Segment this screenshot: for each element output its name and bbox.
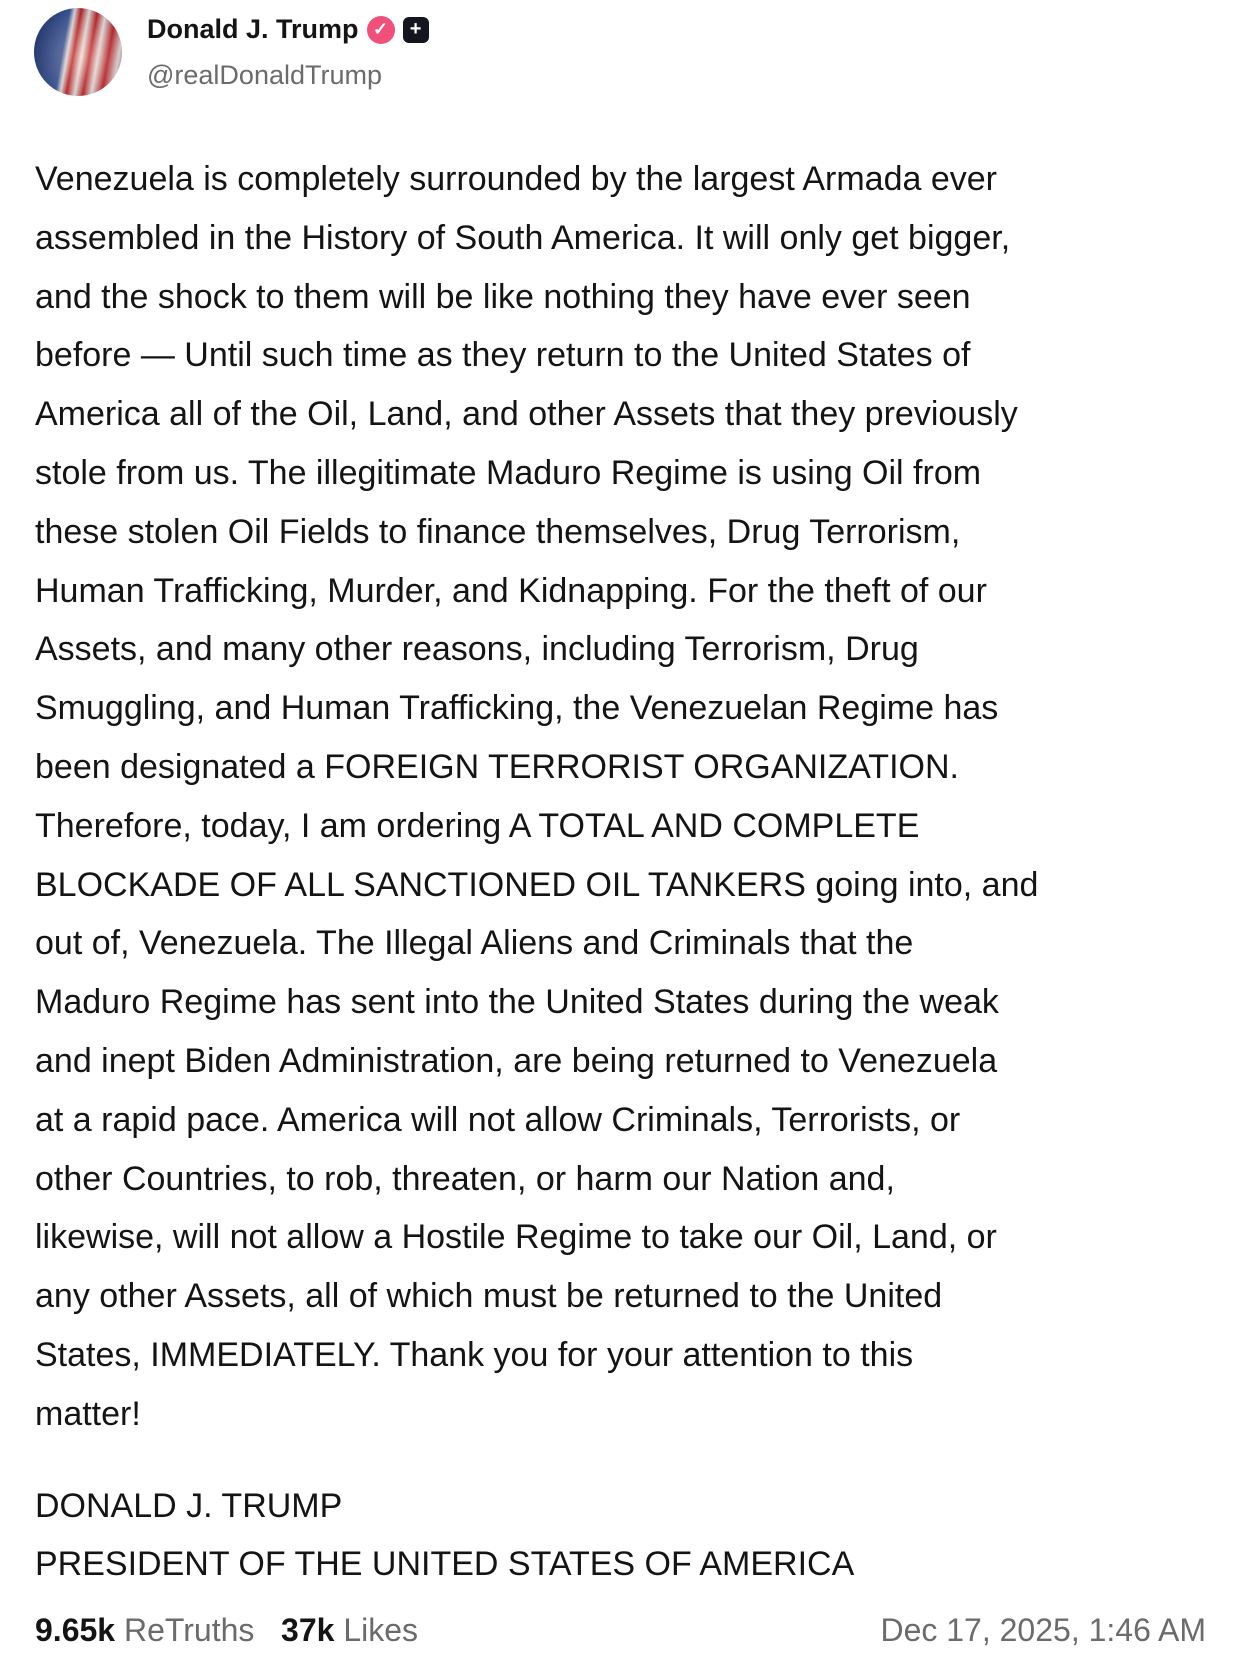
likes-count: 37k: [281, 1612, 335, 1648]
retruths-count: 9.65k: [35, 1612, 116, 1648]
post-text-line: Human Trafficking, Murder, and Kidnapping. For the theft of our: [35, 571, 987, 610]
post-text-line: matter!: [35, 1394, 141, 1433]
post-text-line: been designated a FOREIGN TERRORIST ORGANIZATION.: [35, 747, 959, 786]
post-text-line: stole from us. The illegitimate Maduro Regime is using Oil from: [35, 453, 982, 492]
post-text-line: America all of the Oil, Land, and other Assets that they previously: [35, 395, 1018, 434]
plus-icon: +: [403, 17, 429, 43]
post-text-line: at a rapid pace. America will not allow Criminals, Terrorists, or: [35, 1100, 961, 1139]
post-timestamp[interactable]: Dec 17, 2025, 1:46 AM: [880, 1612, 1206, 1648]
post-text-line: other Countries, to rob, threaten, or harm our Nation and,: [35, 1159, 895, 1198]
signature-name: DONALD J. TRUMP: [35, 1487, 343, 1525]
likes-label: Likes: [343, 1612, 419, 1648]
post-text-line: out of, Venezuela. The Illegal Aliens and Criminals that the: [35, 924, 914, 963]
post-text-line: and inept Biden Administration, are being returned to Venezuela: [35, 1041, 998, 1080]
post-footer: [35, 1612, 1206, 1649]
retruths-link[interactable]: [35, 1612, 254, 1648]
author-name[interactable]: Donald J. Trump: [147, 14, 359, 44]
verified-badge-icon: ✓: [367, 16, 395, 44]
post-text-line: any other Assets, all of which must be returned to the United: [35, 1277, 943, 1316]
post-text-line: Maduro Regime has sent into the United States during the weak: [35, 983, 999, 1022]
post-text-line: likewise, will not allow a Hostile Regime to take our Oil, Land, or: [35, 1218, 997, 1257]
post-text-line: Therefore, today, I am ordering A TOTAL AND COMPLETE: [35, 806, 920, 845]
post-signature: [35, 1477, 854, 1593]
post-text-line: BLOCKADE OF ALL SANCTIONED OIL TANKERS going into, and: [35, 865, 1039, 904]
author-name-row: [147, 14, 429, 45]
post-text-line: Venezuela is completely surrounded by the largest Armada ever: [35, 160, 997, 198]
author-handle[interactable]: @realDonaldTrump: [147, 60, 382, 90]
likes-link[interactable]: [281, 1612, 418, 1648]
avatar[interactable]: [34, 8, 122, 96]
post-text-line: and the shock to them will be like nothing they have ever seen: [35, 277, 971, 316]
post-text-line: these stolen Oil Fields to finance themselves, Drug Terrorism,: [35, 512, 961, 551]
retruths-label: ReTruths: [123, 1612, 255, 1648]
signature-title: PRESIDENT OF THE UNITED STATES OF AMERICA: [35, 1545, 855, 1583]
post-text-line: before — Until such time as they return to the United States of: [35, 336, 971, 375]
post-body: [35, 150, 1038, 1444]
post-text-line: States, IMMEDIATELY. Thank you for your attention to this: [35, 1335, 914, 1374]
post-text-line: Smuggling, and Human Trafficking, the Venezuelan Regime has: [35, 689, 999, 728]
post-stats: [35, 1612, 418, 1649]
post-text-line: assembled in the History of South America. It will only get bigger,: [35, 218, 1011, 257]
post-text-line: Assets, and many other reasons, including Terrorism, Drug: [35, 630, 919, 669]
